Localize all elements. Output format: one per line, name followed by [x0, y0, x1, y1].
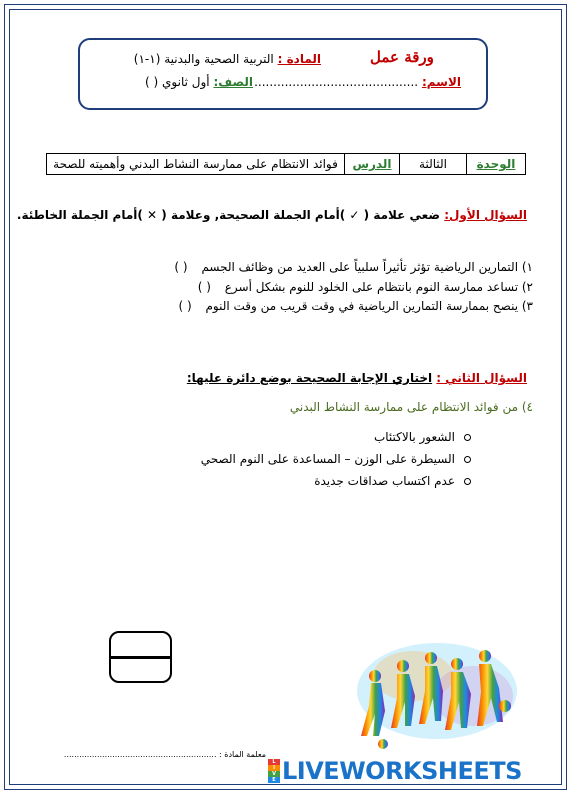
subject-value: التربية الصحية والبدنية (١-١)	[133, 52, 274, 66]
logo-badge-l: L	[268, 759, 280, 765]
q2-title: السؤال الثاني :	[436, 371, 527, 385]
name-field[interactable]: ...........................................	[254, 75, 419, 89]
teacher-row	[64, 750, 266, 759]
grade-value: أول ثانوي ( )	[145, 75, 210, 89]
radio-option-3[interactable]	[464, 478, 471, 485]
grade-row	[145, 75, 253, 89]
lesson-label-cell	[344, 154, 399, 174]
unit-label: الوحدة	[476, 157, 516, 171]
logo-badge-v: V	[268, 771, 280, 777]
q1-item-2-text: ٢) تساعد ممارسة النوم بانتظام على الخلود للنوم بشكل أسرع	[224, 280, 533, 294]
lesson-value-cell	[47, 154, 344, 174]
q1-item-1-answer[interactable]: ( )	[174, 260, 188, 274]
q1-instruction: ضعي علامة ( ✓ )أمام الجملة الصحيحة, وعلامة ( ✕ )أمام الجملة الخاطئة.	[16, 208, 441, 222]
q1-title: السؤال الأول:	[444, 208, 527, 222]
lesson-table	[46, 153, 526, 175]
q2-heading	[187, 371, 527, 385]
q1-item-1	[174, 260, 533, 274]
q1-item-2	[198, 280, 533, 294]
grade-label: الصف:	[213, 75, 253, 89]
unit-value: الثالثة	[419, 157, 447, 171]
q1-item-1-text: ١) التمارين الرياضية تؤثر تأثيراً سلبياً على العديد من وظائف الجسم	[201, 260, 533, 274]
q2-option-2[interactable]: السيطرة على الوزن – المساعدة على النوم الصحي	[200, 452, 455, 466]
q1-item-3-answer[interactable]: ( )	[178, 299, 192, 313]
name-row	[254, 75, 461, 89]
logo-badge	[268, 759, 280, 783]
q2-option-3[interactable]: عدم اكتساب صداقات جديدة	[314, 474, 455, 488]
lesson-value: فوائد الانتظام على ممارسة النشاط البدني وأهميته للصحة	[53, 157, 338, 171]
logo-badge-i: I	[268, 765, 280, 771]
logo-badge-e: E	[268, 777, 280, 783]
sports-silhouettes-image	[353, 636, 521, 754]
logo-text: LIVEWORKSHEETS	[282, 757, 522, 785]
worksheet-title: ورقة عمل	[370, 48, 434, 66]
radio-option-1[interactable]	[464, 434, 471, 441]
lesson-label: الدرس	[352, 157, 392, 171]
radio-option-2[interactable]	[464, 456, 471, 463]
q2-question: ٤) من فوائد الانتظام على ممارسة النشاط البدني	[289, 400, 533, 414]
q1-item-2-answer[interactable]: ( )	[197, 280, 211, 294]
unit-value-cell	[399, 154, 466, 174]
liveworksheets-logo	[268, 757, 522, 785]
teacher-label: معلمة المادة :	[219, 750, 266, 759]
q2-option-1[interactable]: الشعور بالاكتئاب	[373, 430, 455, 444]
q1-item-3	[178, 299, 533, 313]
subject-row	[134, 52, 321, 66]
teacher-field: ............................................................	[63, 750, 217, 759]
q1-item-3-text: ٣) ينصح بممارسة التمارين الرياضية في وقت قريب من وقت النوم	[205, 299, 533, 313]
q1-heading	[17, 208, 527, 222]
unit-label-cell	[466, 154, 525, 174]
q2-instruction: اختاري الإجابة الصحيحة بوضع دائرة عليها:	[186, 371, 433, 385]
drawn-box-divider	[109, 656, 172, 659]
subject-label: المادة :	[277, 52, 321, 66]
name-label: الاسم:	[421, 75, 461, 89]
